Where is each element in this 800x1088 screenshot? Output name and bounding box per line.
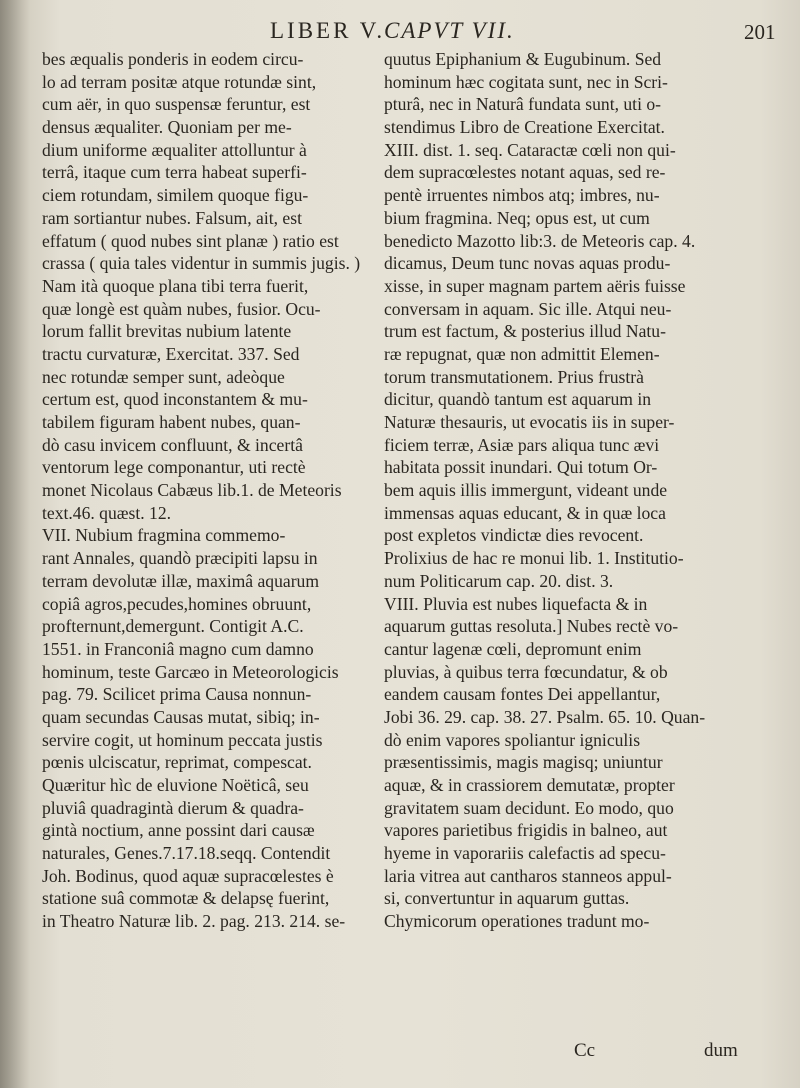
text-line: tractu curvaturæ, Exercitat. 337. Sed (42, 343, 300, 364)
text-line: conversam in aquam. Sic ille. Atqui neu- (384, 298, 672, 319)
text-line: ficiem terræ, Asiæ pars aliqua tunc ævi (384, 434, 660, 455)
text-line: hominum, teste Garcæo in Meteorologicis (42, 661, 339, 682)
text-line: quutus Epiphanium & Eugubinum. Sed (384, 49, 662, 69)
text-line: terram devolutæ illæ, maximâ aquarum (42, 570, 320, 591)
text-line: pentè irruentes nimbos atq; imbres, nu- (384, 185, 660, 206)
chapter-heading: CAPVT VII. (384, 18, 515, 43)
text-line: servire cogit, ut hominum peccata justis (42, 729, 323, 750)
gutter-shadow (0, 0, 30, 1088)
text-line: dem supracœlestes notant aquas, sed re- (384, 162, 666, 183)
text-line: trum est factum, & posterius illud Natu- (384, 321, 666, 342)
text-line: hyeme in vaporariis calefactis ad specu- (384, 843, 666, 864)
text-line: pturâ, nec in Naturâ fundata sunt, uti o- (384, 94, 662, 115)
text-line: eandem causam fontes Dei appellantur, (384, 684, 661, 705)
text-line: num Politicarum cap. 20. dist. 3. (384, 570, 614, 591)
text-line: dicamus, Deum tunc novas aquas produ- (384, 253, 671, 274)
text-line: vapores parietibus frigidis in balneo, aut (384, 820, 668, 841)
text-line: Chymicorum operationes tradunt mo- (384, 911, 650, 932)
text-line: pag. 79. Scilicet prima Causa nonnun- (42, 684, 312, 705)
text-line: Quæritur hìc de eluvione Noëticâ, seu (42, 775, 309, 795)
right-text-column (384, 48, 764, 933)
text-line: torum transmutationem. Prius frustrà (384, 366, 644, 387)
text-line: in Theatro Naturæ lib. 2. pag. 213. 214. se- (42, 911, 346, 932)
text-line: naturales, Genes.7.17.18.seqq. Contendit (42, 843, 331, 864)
text-line: lo ad terram positæ atque rotundæ sint, (42, 71, 317, 92)
text-line: ventorum lege componantur, uti rectè (42, 457, 306, 478)
text-line: VIII. Pluvia est nubes liquefacta & in (384, 593, 648, 614)
text-line: post expletos vindictæ dies revocent. (384, 525, 644, 546)
page-number: 201 (744, 20, 776, 44)
signature-mark: Cc (574, 1040, 596, 1061)
text-line: ræ repugnat, quæ non admittit Elemen- (384, 343, 660, 364)
text-line: copiâ agros,pecudes,homines obruunt, (42, 593, 312, 614)
text-line: cum aër, in quo suspensæ feruntur, est (42, 94, 311, 115)
text-line: dò casu invicem confluunt, & incertâ (42, 434, 303, 455)
text-line: pœnis ulciscatur, reprimat, compescat. (42, 752, 312, 773)
text-line: nec rotundæ semper sunt, adeòque (42, 366, 285, 387)
text-line: benedicto Mazotto lib:3. de Meteoris cap. 4. (384, 230, 696, 251)
text-line: rant Annales, quandò præcipiti lapsu in (42, 548, 318, 569)
running-title: LIBER V. (270, 18, 386, 43)
text-line: Prolixius de hac re monui lib. 1. Institutio- (384, 548, 684, 569)
text-line: ram sortiantur nubes. Falsum, ait, est (42, 207, 302, 228)
text-line: pluviâ quadragintà dierum & quadra- (42, 797, 304, 818)
text-line: bem aquis illis immergunt, videant unde (384, 480, 668, 501)
text-line: hominum hæc cogitata sunt, nec in Scri- (384, 71, 668, 92)
text-line: XIII. dist. 1. seq. Cataractæ cœli non qui- (384, 139, 676, 160)
text-line: præsentissimis, magis magisq; uniuntur (384, 752, 663, 773)
text-line: Jobi 36. 29. cap. 38. 27. Psalm. 65. 10. Quan- (384, 706, 706, 727)
text-line: aquarum guttas resoluta.] Nubes rectè vo- (384, 616, 679, 637)
text-line: bes æqualis ponderis in eodem circu- (42, 49, 304, 69)
text-line: immensas aquas educant, & in quæ loca (384, 502, 666, 523)
running-header (0, 12, 800, 46)
text-line: Naturæ thesauris, ut evocatis iis in super- (384, 412, 675, 432)
text-line: dium uniforme æqualiter attolluntur à (42, 139, 307, 160)
text-line: gravitatem suam decidunt. Eo modo, quo (384, 797, 674, 818)
text-line: tabilem figuram habent nubes, quan- (42, 412, 301, 432)
catchword: dum (704, 1040, 738, 1061)
text-line: aquæ, & in crassiorem demutatæ, propter (384, 775, 675, 795)
text-line: profternunt,demergunt. Contigit A.C. (42, 616, 304, 637)
text-line: quam secundas Causas mutat, sibiq; in- (42, 706, 320, 727)
text-line: densus æqualiter. Quoniam per me- (42, 117, 292, 138)
text-line: lorum fallit brevitas nubium latente (42, 321, 292, 342)
text-line: si, convertuntur in aquarum guttas. (384, 888, 630, 909)
text-line: dò enim vapores spoliantur igniculis (384, 729, 641, 750)
text-line: dicitur, quandò tantum est aquarum in (384, 389, 652, 410)
text-line: habitata possit inundari. Qui totum Or- (384, 457, 658, 478)
text-line: bium fragmina. Neq; opus est, ut cum (384, 207, 650, 228)
text-line: statione suâ commotæ & delapsę fuerint, (42, 888, 330, 909)
text-line: monet Nicolaus Cabæus lib.1. de Meteoris (42, 480, 342, 501)
text-line: ciem rotundam, similem quoque figu- (42, 185, 309, 206)
text-line: VII. Nubium fragmina commemo- (42, 525, 286, 546)
text-line: gintà noctium, anne possint dari causæ (42, 820, 315, 841)
text-line: certum est, quod inconstantem & mu- (42, 389, 308, 410)
text-line: crassa ( quia tales videntur in summis jugis. ) (42, 253, 361, 274)
text-line: pluvias, à quibus terra fœcundatur, & ob (384, 661, 668, 682)
text-line: stendimus Libro de Creatione Exercitat. (384, 117, 665, 138)
text-line: quæ longè est quàm nubes, fusior. Ocu- (42, 298, 321, 319)
text-line: terrâ, itaque cum terra habeat superfi- (42, 162, 307, 183)
text-line: Nam ità quoque plana tibi terra fuerit, (42, 275, 309, 296)
text-line: 1551. in Franconiâ magno cum damno (42, 638, 314, 659)
text-line: laria vitrea aut cantharos stanneos appul- (384, 865, 672, 886)
text-line: xisse, in super magnam partem aëris fuisse (384, 275, 686, 296)
text-line: text.46. quæst. 12. (42, 502, 172, 523)
text-line: Joh. Bodinus, quod aquæ supracœlestes è (42, 865, 334, 886)
text-line: effatum ( quod nubes sint planæ ) ratio est (42, 230, 339, 251)
left-text-column (42, 48, 402, 933)
text-line: cantur lagenæ cœli, depromunt enim (384, 638, 642, 659)
